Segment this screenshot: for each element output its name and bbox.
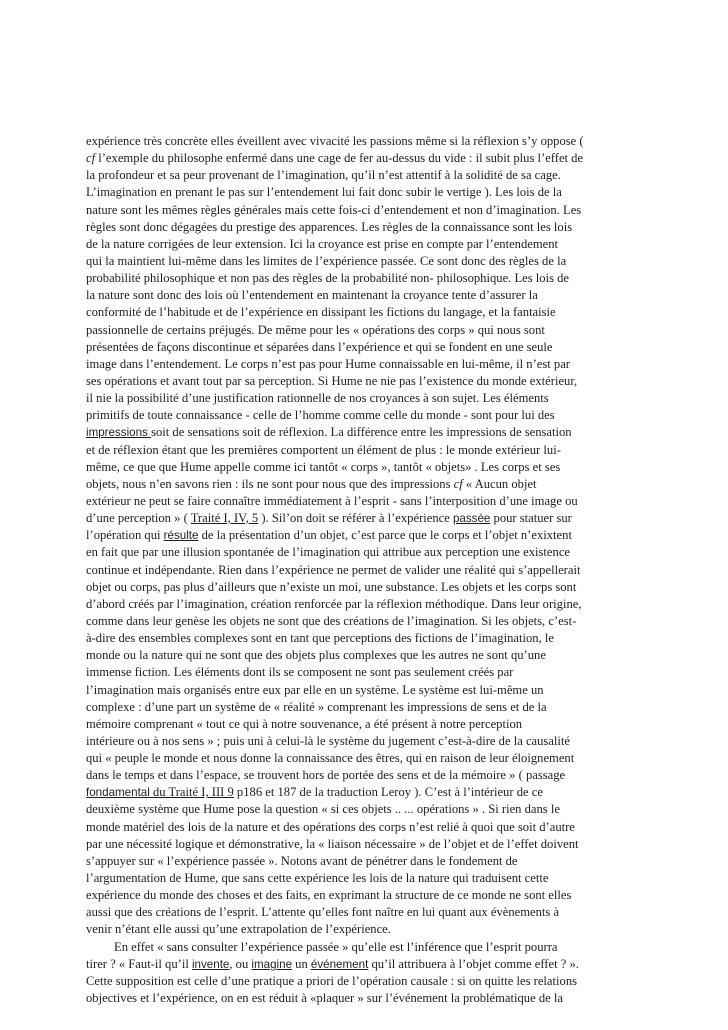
text-segment: monde ou la nature qui ne sont que des objets plus complexes que les autres ne sont qu’une (86, 648, 546, 663)
italic-text: cf (453, 476, 463, 491)
text-line (86, 579, 657, 596)
text-segment: qui « peuple le monde et nous donne la connaissance des êtres, qui en raison de leur éloignement (86, 751, 575, 766)
text-segment: d’une perception » ( (86, 511, 191, 526)
text-segment: d’abord créés par l’imagination, création renforcée par la réflexion méthodique. Dans leur origine, (86, 596, 582, 611)
text-segment: Cette supposition est celle d’une pratique a priori de l’opération causale : si on quitte les relations (86, 973, 578, 988)
text-segment: la profondeur et sa peur provenant de l’imagination, qu’il n’est attentif à la solidité de sa cage. (86, 168, 561, 183)
text-line (86, 544, 657, 561)
text-segment: venir n’étant elle aussi qu’une extrapolation de l’expérience. (86, 922, 391, 937)
text-segment: conformité de l’habitude et de l’expérience en dissipant les fictions du langage, et la fantaisie (86, 305, 556, 320)
text-line (86, 716, 657, 733)
text-line (86, 596, 657, 613)
text-line (86, 184, 657, 201)
text-line (86, 733, 657, 750)
text-segment: primitifs de toute connaissance - celle de l’homme comme celle du monde - sont pour lui des (86, 408, 555, 423)
underlined-text: résulte (163, 529, 199, 543)
text-segment: passionnelle de certains préjugés. De même pour les « opérations des corps » qui nous sont (86, 322, 545, 337)
text-line (86, 150, 657, 167)
text-segment: de la présentation d’un objet, c’est parce que le corps et l’objet n’exixtent (198, 528, 572, 543)
text-segment: qui la maintient lui-même dans les limites de l’expérience passée. Ce sont donc des règles de la (86, 253, 567, 268)
text-segment: en fait que par une illusion spontanée de l’imagination qui attribue aux perception une existence (86, 545, 570, 560)
text-line (86, 682, 657, 699)
underlined-text: imagine (251, 957, 293, 971)
text-line (86, 939, 657, 956)
text-line (86, 476, 657, 493)
text-line (86, 630, 657, 647)
text-segment: ses opérations et avant tout par sa perception. Si Hume ne nie pas l’existence du monde extérieur, (86, 373, 578, 388)
text-segment: règles sont donc dégagées du prestige des apparences. Les règles de la connaissance sont les lois (86, 219, 573, 234)
text-segment: la nature sont donc des lois où l’entendement en maintenant la croyance tente d’assurer la (86, 288, 538, 303)
text-line (86, 219, 657, 236)
text-segment: L’imagination en prenant le pas sur l’entendement lui fait donc subir le vertige ). Les lois de la (86, 185, 562, 200)
text-line (86, 407, 657, 424)
text-line (86, 904, 657, 921)
text-segment: par une nécessité logique et démonstrative, la « liaison nécessaire » de l’objet et de l’effet doivent (86, 836, 579, 851)
underlined-text: impressions (86, 426, 152, 440)
text-line (86, 562, 657, 579)
text-segment: En effet « sans consulter l’expérience passée » qu’elle est l’inférence que l’esprit pourra (114, 939, 558, 954)
text-line (86, 202, 657, 219)
text-segment: il nie la possibilité d’une justification rationnelle de nos croyances à son sujet. Les éléments (86, 391, 549, 406)
text-segment: aussi que des créations de l’esprit. L’attente qu’elles font naître en lui quant aux évènements à (86, 905, 560, 920)
text-line (86, 322, 657, 339)
underlined-text: du (149, 785, 169, 800)
text-line (86, 356, 657, 373)
text-line (86, 304, 657, 321)
text-segment: expérience du monde des choses et des faits, en exprimant la structure de ce monde ne sont elles (86, 888, 572, 903)
underlined-text: Traité I, IV, 5 (190, 511, 259, 526)
text-segment: probabilité philosophique et non pas des règles de la probabilité non- philosophique. Les lois de (86, 271, 570, 286)
text-line (86, 424, 657, 441)
text-line (86, 921, 657, 938)
text-line (86, 390, 657, 407)
text-segment: objets, nous n’en savons rien : ils ne sont pour nous que des impressions (86, 476, 454, 491)
text-line (86, 836, 657, 853)
text-segment: deuxième système que Hume pose la question « si ces objets .. ... opérations » . Si rien dans le (86, 802, 560, 817)
text-segment: tirer ? « Faut-il qu’il (86, 956, 192, 971)
text-line (86, 527, 657, 544)
text-line (86, 767, 657, 784)
text-line (86, 990, 657, 1007)
text-segment: de la nature corrigées de leur extension. Ici la croyance est prise en compte par l’entendement (86, 236, 559, 251)
underlined-text: Traité I, III 9 (168, 785, 234, 800)
text-line (86, 664, 657, 681)
text-line (86, 459, 657, 476)
text-segment: complexe : d’une part un système de « réalité » comprenant les impressions de sens et de la (86, 699, 547, 714)
text-segment: immense fiction. Les éléments dont ils se composent ne sont pas seulement créés par (86, 665, 514, 680)
italic-text: cf (86, 151, 96, 166)
text-segment: s’appuyer sur « l’expérience passée ». Notons avant de pénétrer dans le fondement de (86, 853, 518, 868)
text-line (86, 613, 657, 630)
text-line (86, 253, 657, 270)
text-segment: et de réflexion étant que les premières comportent un élément de plus : le monde extérieur lui- (86, 442, 561, 457)
text-line (86, 647, 657, 664)
text-line (86, 887, 657, 904)
text-line (86, 287, 657, 304)
text-segment: objectives et l’expérience, on en est réduit à «plaquer » sur l’événement la problématique de la (86, 991, 563, 1006)
text-line (86, 133, 657, 150)
underlined-text: fondamental (86, 786, 150, 800)
text-segment: objet ou corps, pas plus d’ailleurs que n’existe un moi, une substance. Les objets et les corps sont (86, 579, 577, 594)
document-page (86, 133, 657, 1007)
text-line (86, 853, 657, 870)
text-line (86, 956, 657, 973)
text-line (86, 510, 657, 527)
text-line (86, 699, 657, 716)
text-segment: soit de sensations soit de réflexion. La différence entre les impressions de sensation (151, 425, 572, 440)
text-segment: l’imagination mais organisés entre eux par elle en un système. Le système est lui-même un (86, 682, 544, 697)
text-segment: comme dans leur genèse les objets ne sont que des créations de l’imagination. Si les objets, c’est- (86, 613, 577, 628)
text-segment: nature sont les mêmes règles générales mais cette fois-ci d’entendement et non d’imagination. Les (86, 202, 582, 217)
text-segment: , ou (229, 956, 252, 971)
text-segment: continue et indépendante. Rien dans l’expérience ne permet de valider une réalité qui s’appellerait (86, 562, 581, 577)
text-line (86, 270, 657, 287)
text-segment: dans le temps et dans l’espace, se trouvent hors de portée des sens et de la mémoire » ( passage (86, 768, 566, 783)
underlined-text: passée (452, 512, 491, 526)
text-segment: image dans l’entendement. Le corps n’est pas pour Hume connaissable en lui-même, il n’est par (86, 356, 571, 371)
text-line (86, 442, 657, 459)
text-segment: à-dire des ensembles complexes sont en tant que perceptions des fictions de l’imagination, le (86, 631, 554, 646)
text-line (86, 784, 657, 801)
text-segment: présentées de façons discontinue et séparées dans l’expérience et qui se fondent en une seule (86, 339, 553, 354)
text-line (86, 493, 657, 510)
text-segment: p186 et 187 de la traduction Leroy ). C’est à l’intérieur de ce (233, 785, 543, 800)
text-line (86, 801, 657, 818)
text-segment: expérience très concrète elles éveillent avec vivacité les passions même si la réflexion s’y oppose ( (86, 134, 584, 148)
text-line (86, 750, 657, 767)
text-line (86, 870, 657, 887)
text-segment: monde matériel des lois de la nature et des opérations des corps n’est relié à quoi que soit d’autre (86, 819, 575, 834)
text-line (86, 373, 657, 390)
text-segment: intérieure ou à nos sens » ; puis uni à celui-là le système du jugement c’est-à-dire de la causalité (86, 733, 570, 748)
text-segment: pour statuer sur (490, 511, 572, 526)
text-segment: même, ce que que Hume appelle comme ici tantôt « corps », tantôt « objets» . Les corps et ses (86, 459, 561, 474)
text-segment: un (292, 956, 311, 971)
text-segment: qu’il attribuera à l’objet comme effet ? ». (368, 956, 579, 971)
text-line (86, 339, 657, 356)
text-segment: l’argumentation de Hume, que sans cette expérience les lois de la nature qui traduisent cette (86, 871, 549, 886)
underlined-text: invente (191, 957, 230, 971)
text-segment: l’exemple du philosophe enfermé dans une cage de fer au-dessus du vide : il subit plus l’effet de (95, 151, 584, 166)
text-segment: ). Sil’on doit se référer à l’expérience (258, 511, 453, 526)
text-segment: l’opération qui (86, 528, 164, 543)
text-line (86, 236, 657, 253)
text-segment: « Aucun objet (462, 476, 537, 491)
text-segment: mémoire comprenant « tout ce qui à notre souvenance, a été présent à notre perception (86, 716, 523, 731)
text-line (86, 973, 657, 990)
text-line (86, 167, 657, 184)
underlined-text: événement (310, 957, 369, 971)
text-segment: extérieur ne peut se faire connaître immédiatement à l’esprit - sans l’interposition d’une image ou (86, 493, 578, 508)
text-line (86, 819, 657, 836)
